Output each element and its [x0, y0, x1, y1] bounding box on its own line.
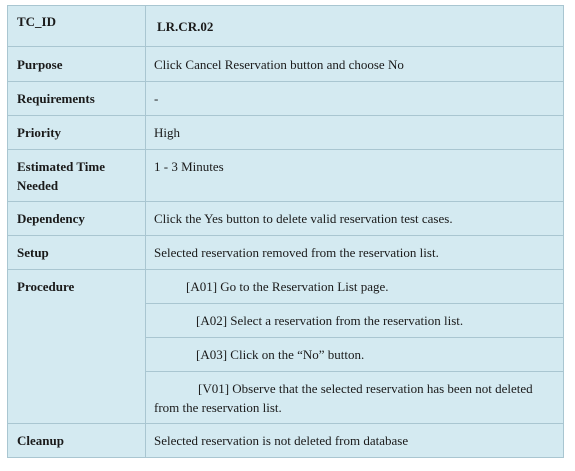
- estimated-time-label: [8, 150, 146, 202]
- procedure-step-4: [146, 372, 564, 424]
- priority-value: [146, 116, 564, 150]
- test-case-table: [7, 5, 564, 458]
- priority-value-text: High: [154, 125, 180, 140]
- row-cleanup: [8, 424, 564, 458]
- row-procedure-step-1: [8, 270, 564, 304]
- procedure-step-1: [146, 270, 564, 304]
- procedure-step-1-text: [A01] Go to the Reservation List page.: [186, 279, 389, 294]
- requirements-label-text: Requirements: [17, 91, 95, 106]
- procedure-step-2: [146, 304, 564, 338]
- procedure-step-3: [146, 338, 564, 372]
- dependency-value: [146, 202, 564, 236]
- row-tc-id: [8, 6, 564, 47]
- cleanup-label: [8, 424, 146, 458]
- priority-label: [8, 116, 146, 150]
- purpose-value-text: Click Cancel Reservation button and choose No: [154, 57, 404, 72]
- row-estimated-time: [8, 150, 564, 202]
- dependency-value-text: Click the Yes button to delete valid reservation test cases.: [154, 211, 453, 226]
- row-dependency: [8, 202, 564, 236]
- cleanup-label-text: Cleanup: [17, 433, 64, 448]
- cleanup-value-text: Selected reservation is not deleted from database: [154, 433, 409, 448]
- procedure-step-4-text: [V01] Observe that the selected reservation has been not deleted from the reservation list.: [154, 381, 533, 415]
- requirements-value-text: -: [154, 91, 159, 106]
- setup-label: [8, 236, 146, 270]
- priority-label-text: Priority: [17, 125, 62, 140]
- dependency-label-text: Dependency: [17, 211, 85, 226]
- estimated-time-label-line2: Needed: [17, 178, 59, 193]
- tc-id-value: [146, 6, 564, 47]
- procedure-step-2-text: [A02] Select a reservation from the reservation list.: [196, 313, 464, 328]
- purpose-label: [8, 47, 146, 82]
- setup-value-text: Selected reservation removed from the reservation list.: [154, 245, 439, 260]
- procedure-label-text: Procedure: [17, 279, 75, 294]
- tc-id-value-text: LR.CR.02: [157, 19, 214, 34]
- row-purpose: [8, 47, 564, 82]
- estimated-time-value-text: 1 - 3 Minutes: [154, 159, 224, 174]
- purpose-label-text: Purpose: [17, 57, 63, 72]
- cleanup-value: [146, 424, 564, 458]
- purpose-value: [146, 47, 564, 82]
- estimated-time-label-line1: Estimated Time: [17, 159, 105, 174]
- tc-id-label-text: TC_ID: [17, 14, 57, 29]
- setup-label-text: Setup: [17, 245, 49, 260]
- setup-value: [146, 236, 564, 270]
- row-priority: [8, 116, 564, 150]
- row-setup: [8, 236, 564, 270]
- estimated-time-value: [146, 150, 564, 202]
- procedure-label: [8, 270, 146, 424]
- tc-id-label: [8, 6, 146, 47]
- row-requirements: [8, 82, 564, 116]
- requirements-label: [8, 82, 146, 116]
- dependency-label: [8, 202, 146, 236]
- procedure-step-3-text: [A03] Click on the “No” button.: [196, 347, 365, 362]
- requirements-value: [146, 82, 564, 116]
